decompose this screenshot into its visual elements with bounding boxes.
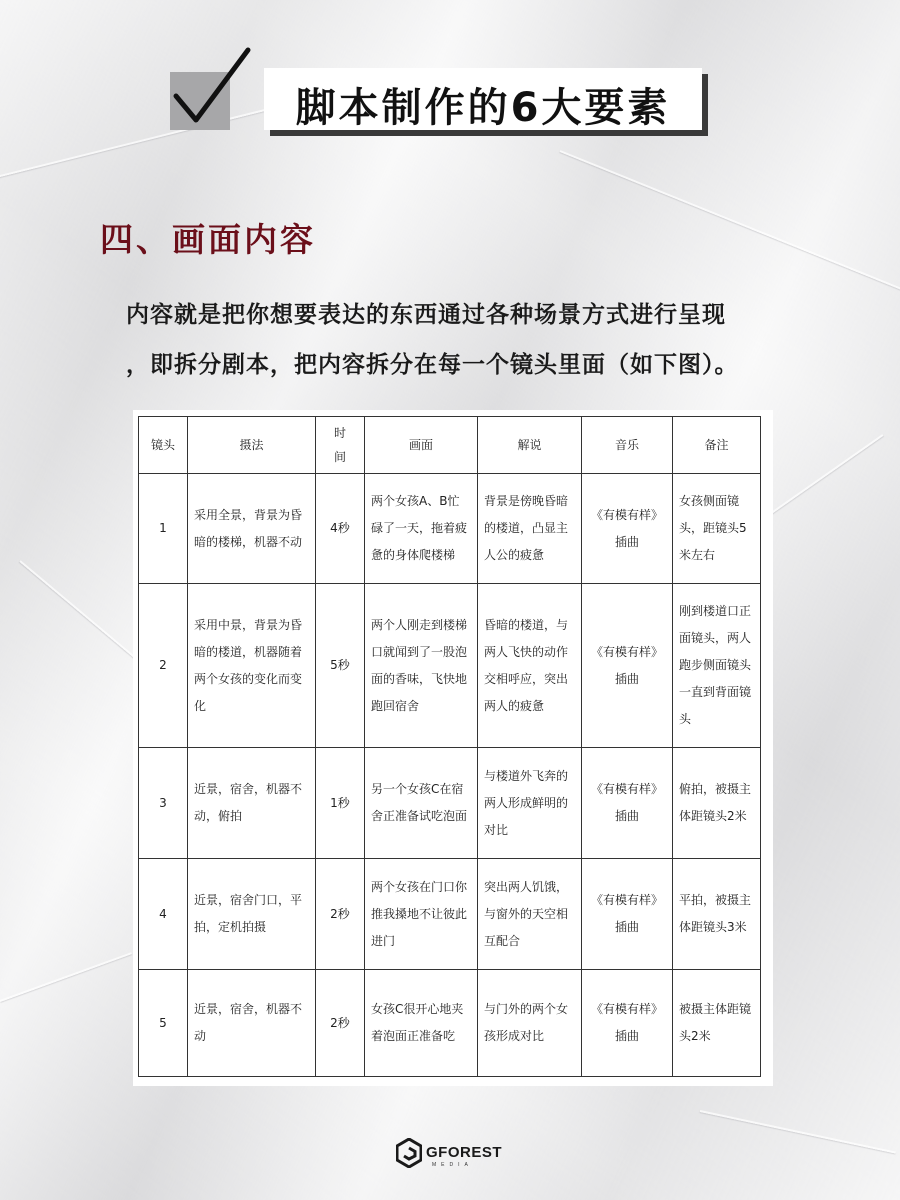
- paper-crease: [0, 952, 132, 1002]
- intro-line-1: 内容就是把你想要表达的东西通过各种场景方式进行呈现: [126, 302, 726, 328]
- cell-narration: 突出两人饥饿，与窗外的天空相互配合: [478, 859, 582, 970]
- cell-shot: 5: [139, 970, 188, 1077]
- header-picture: 画面: [365, 417, 478, 474]
- cell-shot: 1: [139, 474, 188, 584]
- cell-picture: 另一个女孩C在宿舍正准备试吃泡面: [365, 748, 478, 859]
- cell-music: 《有模有样》插曲: [582, 748, 673, 859]
- cell-narration: 与楼道外飞奔的两人形成鲜明的对比: [478, 748, 582, 859]
- cell-music: 《有模有样》插曲: [582, 584, 673, 748]
- paper-crease: [19, 560, 143, 664]
- cell-shot: 2: [139, 584, 188, 748]
- brand-subtitle: MEDIA: [432, 1162, 473, 1168]
- header-method: 摄法: [188, 417, 316, 474]
- page-title: 脚本制作的6大要素: [295, 85, 671, 131]
- brand-logo: [396, 1138, 516, 1174]
- title-box: [264, 68, 702, 130]
- cell-note: 平拍，被摄主体距镜头3米: [673, 859, 761, 970]
- cell-time: 5秒: [316, 584, 365, 748]
- cell-music: 《有模有样》插曲: [582, 859, 673, 970]
- cell-time: 2秒: [316, 970, 365, 1077]
- table-row: [139, 859, 761, 970]
- header-note: 备注: [673, 417, 761, 474]
- cell-method: 采用全景，背景为昏暗的楼梯，机器不动: [188, 474, 316, 584]
- storyboard-table-card: [133, 410, 773, 1086]
- cell-time: 2秒: [316, 859, 365, 970]
- cell-method: 近景，宿舍门口，平拍，定机拍摄: [188, 859, 316, 970]
- intro-line-2: ，即拆分剧本，把内容拆分在每一个镜头里面（如下图）。: [126, 352, 739, 378]
- header: [170, 62, 710, 132]
- cell-note: 被摄主体距镜头2米: [673, 970, 761, 1077]
- storyboard-table: [138, 416, 761, 1077]
- cell-picture: 两个人刚走到楼梯口就闻到了一股泡面的香味，飞快地跑回宿舍: [365, 584, 478, 748]
- paper-crease: [560, 150, 900, 294]
- cell-method: 近景，宿舍，机器不动，俯拍: [188, 748, 316, 859]
- cell-narration: 昏暗的楼道，与两人飞快的动作交相呼应，突出两人的疲惫: [478, 584, 582, 748]
- cell-narration: 与门外的两个女孩形成对比: [478, 970, 582, 1077]
- table-row: [139, 970, 761, 1077]
- cell-time: 1秒: [316, 748, 365, 859]
- cell-narration: 背景是傍晚昏暗的楼道，凸显主人公的疲惫: [478, 474, 582, 584]
- header-shot: 镜头: [139, 417, 188, 474]
- header-time-1: 时: [333, 426, 346, 440]
- cell-note: 女孩侧面镜头，距镜头5米左右: [673, 474, 761, 584]
- cell-time: 4秒: [316, 474, 365, 584]
- header-narration: 解说: [478, 417, 582, 474]
- cell-shot: 3: [139, 748, 188, 859]
- cell-picture: 两个女孩在门口你推我搡地不让彼此进门: [365, 859, 478, 970]
- cell-music: 《有模有样》插曲: [582, 474, 673, 584]
- paper-crease: [759, 434, 883, 522]
- cell-picture: 女孩C很开心地夹着泡面正准备吃: [365, 970, 478, 1077]
- table-row: [139, 748, 761, 859]
- checkmark-icon: [166, 46, 252, 132]
- cell-note: 俯拍，被摄主体距镜头2米: [673, 748, 761, 859]
- cell-method: 近景，宿舍，机器不动: [188, 970, 316, 1077]
- header-time-2: 间: [333, 450, 346, 464]
- cell-shot: 4: [139, 859, 188, 970]
- paper-crease: [700, 1110, 896, 1154]
- table-row: [139, 584, 761, 748]
- brand-name: GFOREST: [426, 1144, 503, 1161]
- section-title: 四、画面内容: [100, 220, 316, 259]
- cell-note: 刚到楼道口正面镜头，两人跑步侧面镜头一直到背面镜头: [673, 584, 761, 748]
- table-header-row: [139, 417, 761, 474]
- cell-picture: 两个女孩A、B忙碌了一天，拖着疲惫的身体爬楼梯: [365, 474, 478, 584]
- gforest-logo-icon: [396, 1138, 422, 1168]
- header-time: [316, 417, 365, 474]
- table-row: [139, 474, 761, 584]
- cell-method: 采用中景，背景为昏暗的楼道，机器随着两个女孩的变化而变化: [188, 584, 316, 748]
- intro-paragraph: [126, 290, 816, 390]
- header-music: 音乐: [582, 417, 673, 474]
- cell-music: 《有模有样》插曲: [582, 970, 673, 1077]
